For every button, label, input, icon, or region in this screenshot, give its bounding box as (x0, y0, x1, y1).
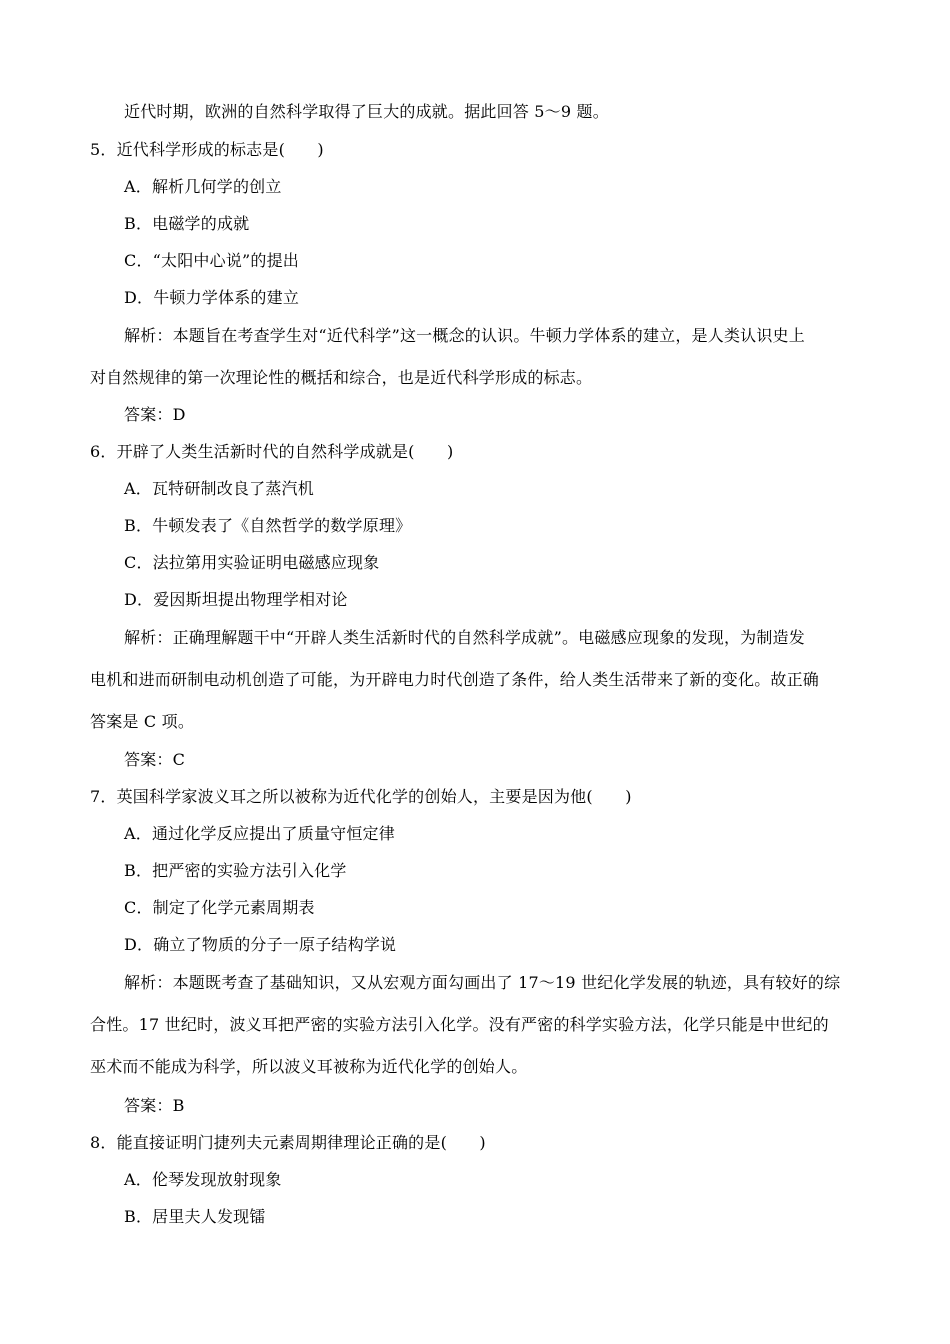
question-5-option-c: C．“太阳中心说”的提出 (124, 251, 300, 270)
question-7-analysis-line-2: 合性。17 世纪时，波义耳把严密的实验方法引入化学。没有严密的科学实验方法，化学只能是中世纪的 (90, 1015, 829, 1034)
question-6-option-d: D．爱因斯坦提出物理学相对论 (124, 590, 348, 609)
question-7-analysis-line-1: 解析：本题既考查了基础知识，又从宏观方面勾画出了 17～19 世纪化学发展的轨迹，具有较好的综 (124, 973, 841, 992)
question-6-answer: 答案：C (124, 750, 186, 769)
question-5-option-d: D．牛顿力学体系的建立 (124, 288, 300, 307)
question-5-analysis-line-2: 对自然规律的第一次理论性的概括和综合，也是近代科学形成的标志。 (90, 368, 593, 387)
question-6-analysis-line-2: 电机和进而研制电动机创造了可能，为开辟电力时代创造了条件，给人类生活带来了新的变化。故正确 (90, 670, 820, 689)
question-5-option-b: B．电磁学的成就 (124, 214, 250, 233)
question-8-stem: 8．能直接证明门捷列夫元素周期律理论正确的是( ) (90, 1133, 486, 1152)
question-6-option-b: B．牛顿发表了《自然哲学的数学原理》 (124, 516, 412, 535)
question-7-option-b: B．把严密的实验方法引入化学 (124, 861, 347, 880)
question-7-stem: 7．英国科学家波义耳之所以被称为近代化学的创始人，主要是因为他( ) (90, 787, 632, 806)
question-5-answer: 答案：D (124, 405, 186, 424)
question-6-analysis-line-1: 解析：正确理解题干中“开辟人类生活新时代的自然科学成就”。电磁感应现象的发现，为制造发 (124, 628, 805, 647)
question-6-stem: 6．开辟了人类生活新时代的自然科学成就是( ) (90, 442, 454, 461)
question-7-option-a: A．通过化学反应提出了质量守恒定律 (124, 824, 395, 843)
question-6-analysis-line-3: 答案是 C 项。 (90, 712, 195, 731)
intro-text: 近代时期，欧洲的自然科学取得了巨大的成就。据此回答 5～9 题。 (124, 102, 609, 121)
question-5-analysis-line-1: 解析：本题旨在考查学生对“近代科学”这一概念的认识。牛顿力学体系的建立，是人类认识史上 (124, 326, 805, 345)
question-5-stem: 5．近代科学形成的标志是( ) (90, 140, 324, 159)
question-7-option-c: C．制定了化学元素周期表 (124, 898, 315, 917)
question-5-option-a: A．解析几何学的创立 (124, 177, 282, 196)
question-7-answer: 答案：B (124, 1096, 185, 1115)
question-6-option-a: A．瓦特研制改良了蒸汽机 (124, 479, 314, 498)
question-8-option-b: B．居里夫人发现镭 (124, 1207, 266, 1226)
question-6-option-c: C．法拉第用实验证明电磁感应现象 (124, 553, 380, 572)
question-8-option-a: A．伦琴发现放射现象 (124, 1170, 282, 1189)
question-7-analysis-line-3: 巫术而不能成为科学，所以波义耳被称为近代化学的创始人。 (90, 1057, 528, 1076)
question-7-option-d: D．确立了物质的分子一原子结构学说 (124, 935, 397, 954)
